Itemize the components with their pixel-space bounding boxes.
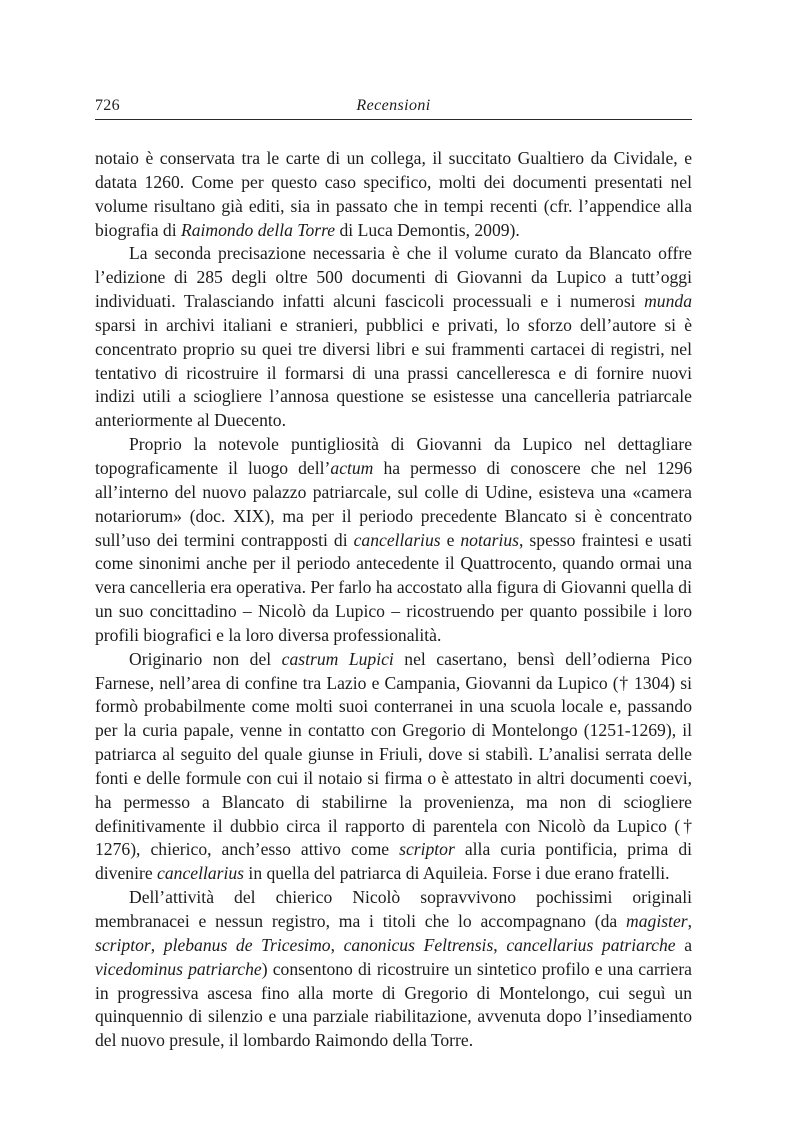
paragraph (95, 433, 692, 648)
italic-text: castrum Lupici (281, 648, 394, 669)
italic-text: actum (330, 457, 374, 478)
text-run: in quella del patriarca di Aquileia. Forse i due erano fratelli. (244, 863, 670, 884)
text-run: La seconda precisazione necessaria è che il volume curato da Blancato offre l’edizione di 285 degli oltre 500 documenti di Giovanni da Lupico a tutt’oggi individuati. Tralasciando infatti alcuni fascicoli processuali e i numerosi (95, 243, 692, 312)
text-run: Originario non del (129, 648, 282, 669)
text-run: di Luca Demontis, 2009). (335, 219, 520, 240)
italic-text: cancellarius (353, 529, 441, 550)
text-run: Dell’attività del chierico Nicolò sopravvivono pochissimi originali membranacei e nessun registro, ma i titoli che lo accompagnano (da (95, 887, 692, 931)
italic-text: scriptor (95, 934, 151, 955)
italic-text: cancellarius (157, 863, 245, 884)
text-run: nel casertano, bensì dell’odierna Pico Farnese, nell’area di confine tra Lazio e Campania, Giovanni da Lupico († 1304) si formò probabilmente come molti suoi conterranei in una scuola locale e, passando per la curia papale, venne in contatto con Gregorio di Montelongo (1251-1269), il patriarca al seguito del quale giunse in Friuli, dove si stabilì. L’analisi serrata delle fonti e delle formule con cui il notaio si firma o è attestato in altri documenti coevi, ha permesso a Blancato di stabilirne la provenienza, ma non di sciogliere definitivamente il dubbio circa il rapporto di parentela con Nicolò da Lupico († 1276), chierico, anch’esso attivo come (95, 648, 692, 860)
italic-text: notarius (460, 529, 520, 550)
text-run: Proprio la notevole puntigliosità di Giovanni da Lupico nel dettagliare topograficamente il luogo dell’ (95, 434, 692, 478)
text-run: alla curia pontificia, prima di divenire (95, 839, 693, 884)
text-run: a (675, 934, 693, 955)
text-run: , (330, 934, 344, 955)
paragraph (95, 648, 692, 886)
paragraph (95, 147, 692, 242)
body-text (95, 147, 692, 1053)
paragraph (95, 242, 692, 433)
running-header (95, 97, 692, 120)
paragraph (95, 886, 692, 1053)
italic-text: magister (626, 911, 688, 931)
italic-text: canonicus Feltrensis (343, 934, 494, 955)
text-run: notaio è conservata tra le carte di un collega, il succitato Gualtiero da Cividale, e datata 1260. Come per questo caso specifico, molti dei documenti presentati nel volume risultano già editi, sia in passato che in tempi recenti (cfr. l’appendice alla biografia di (95, 148, 692, 240)
text-run: ha permesso di conoscere che nel 1296 all’interno del nuovo palazzo patriarcale, sul colle di Udine, esisteva una «camera notariorum» (doc. XIX), ma per il periodo precedente Blancato si è concentrato sull’uso dei termini contrapposti di (95, 457, 692, 550)
italic-text: cancellarius patriarche (506, 934, 676, 955)
italic-text: vicedominus patriarche (95, 958, 262, 979)
text-run: , (493, 934, 507, 955)
italic-text: munda (644, 291, 692, 312)
text-run: e (440, 529, 461, 550)
page-number: 726 (95, 97, 120, 114)
italic-text: plebanus de Tricesimo (163, 934, 331, 955)
italic-text: Raimondo della Torre (180, 219, 336, 240)
italic-text: scriptor (399, 839, 455, 860)
section-title: Recensioni (356, 97, 431, 114)
text-run: ) consentono di ricostruire un sintetico profilo e una carriera in progressiva ascesa fino alla morte di Gregorio di Montelongo, cui seguì un quinquennio di silenzio e una parziale riabilitazione, avvenuta dopo l’insediamento del nuovo presule, il lombardo Raimondo della Torre. (95, 958, 692, 1051)
text-run: , spesso fraintesi e usati come sinonimi anche per il periodo antecedente il Quattrocento, quando ormai una vera cancelleria era operativa. Per farlo ha accostato alla figura di Giovanni quella di un suo concittadino – Nicolò da Lupico – ricostruendo per quanto possibile i loro profili biografici e la loro diversa professionalità. (95, 529, 692, 645)
text-run: , (687, 911, 692, 931)
text-run: sparsi in archivi italiani e stranieri, pubblici e privati, lo sforzo dell’autore si è concentrato proprio su quei tre diversi libri e sui frammenti cartacei di registri, nel tentativo di ricostruire il formarsi di una prassi cancelleresca e di fornire nuovi indizi utili a sciogliere l’annosa questione se esistesse una cancelleria patriarcale anteriormente al Duecento. (95, 314, 692, 431)
text-run: , (150, 934, 164, 955)
